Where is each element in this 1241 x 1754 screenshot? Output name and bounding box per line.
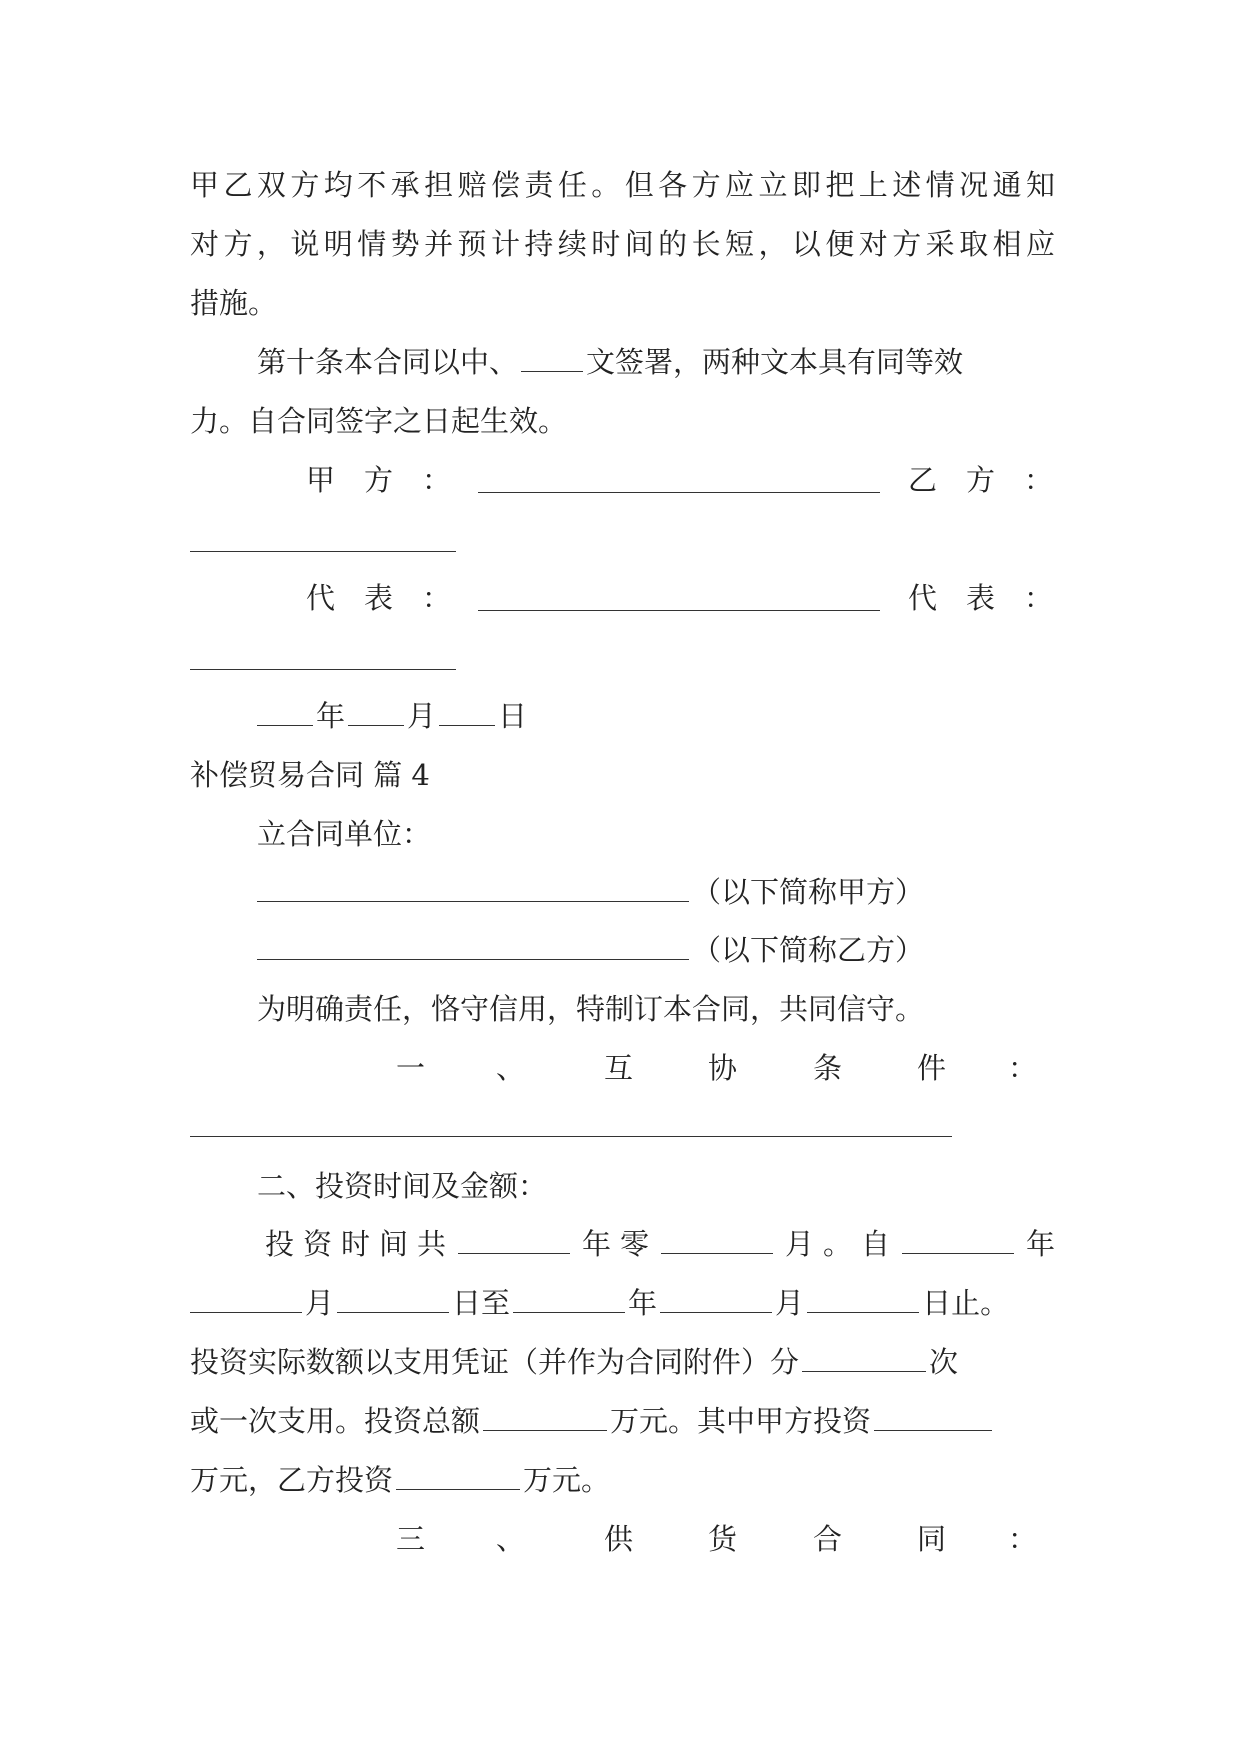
- investment-line: [190, 1283, 1055, 1323]
- heading-two: 二、投资时间及金额：: [257, 1169, 548, 1203]
- heading-char: ：: [1008, 1051, 1038, 1085]
- heading-char: 一: [396, 1051, 426, 1085]
- heading-char: 三: [396, 1522, 426, 1556]
- party-b-label: 乙 方 ：: [908, 463, 1054, 497]
- investment-text: 投资时间共: [265, 1227, 455, 1261]
- purpose-line: 为明确责任，恪守信用，特制订本合同，共同信守。: [257, 992, 925, 1026]
- month-label: 月: [407, 699, 437, 733]
- heading-char: 条: [813, 1051, 843, 1085]
- heading-three: [396, 1519, 1036, 1559]
- language-blank[interactable]: [521, 342, 583, 372]
- investment-text: 年: [628, 1286, 658, 1320]
- party-b-name-blank[interactable]: [257, 930, 689, 960]
- party-a-amount-blank[interactable]: [874, 1401, 992, 1431]
- investment-text: 年: [1016, 1227, 1055, 1261]
- heading-char: 协: [708, 1051, 738, 1085]
- party-a-label: 甲 方 ：: [306, 463, 452, 497]
- heading-char: 、: [496, 1522, 526, 1556]
- start-year-blank[interactable]: [902, 1224, 1014, 1254]
- investment-text: 或一次支用。投资总额: [190, 1404, 481, 1438]
- representative-a-label: 代 表 ：: [306, 581, 452, 615]
- investment-years-blank[interactable]: [458, 1224, 570, 1254]
- terms-blank[interactable]: [190, 1136, 952, 1137]
- paragraph-line: 措施。: [190, 286, 278, 320]
- investment-text: 万元。: [523, 1463, 611, 1497]
- month-blank[interactable]: [348, 696, 404, 726]
- party-a-line: [257, 872, 1055, 912]
- investment-text: 月: [775, 1286, 805, 1320]
- investment-text: 日至: [452, 1286, 511, 1320]
- heading-char: 互: [604, 1051, 634, 1085]
- heading-one: [396, 1048, 1036, 1088]
- year-label: 年: [316, 699, 346, 733]
- investment-text: 万元，乙方投资: [190, 1463, 394, 1497]
- end-year-blank[interactable]: [513, 1283, 625, 1313]
- representative-a-blank[interactable]: [478, 610, 880, 611]
- investment-text: 投资实际数额以支用凭证（并作为合同附件）分: [190, 1345, 800, 1379]
- party-b-signature-blank[interactable]: [190, 551, 456, 552]
- investment-text: 月: [305, 1286, 335, 1320]
- day-blank[interactable]: [439, 696, 495, 726]
- heading-char: 货: [708, 1522, 738, 1556]
- party-b-line: [257, 930, 1055, 970]
- end-month-blank[interactable]: [660, 1283, 772, 1313]
- article-ten-text: 文签署，两种文本具有同等效: [586, 345, 964, 379]
- representative-b-blank[interactable]: [190, 669, 456, 670]
- day-label: 日: [498, 699, 528, 733]
- investment-text: 次: [929, 1345, 959, 1379]
- paragraph-line: 甲乙双方均不承担赔偿责任。但各方应立即把上述情况通知: [190, 168, 1055, 202]
- installments-blank[interactable]: [802, 1342, 926, 1372]
- start-month-blank[interactable]: [190, 1283, 302, 1313]
- section-title: 补偿贸易合同 篇 4: [190, 758, 430, 792]
- end-day-blank[interactable]: [807, 1283, 919, 1313]
- representative-b-label: 代 表 ：: [908, 581, 1054, 615]
- party-b-amount-blank[interactable]: [396, 1460, 520, 1490]
- article-ten-text: 第十条本合同以中、: [257, 345, 519, 379]
- investment-line: [190, 1342, 1055, 1382]
- start-day-blank[interactable]: [337, 1283, 449, 1313]
- heading-char: 、: [496, 1051, 526, 1085]
- investment-months-blank[interactable]: [661, 1224, 773, 1254]
- heading-char: 供: [604, 1522, 634, 1556]
- investment-line: [190, 1401, 1055, 1441]
- date-line: [257, 696, 1055, 736]
- contract-parties-label: 立合同单位：: [257, 817, 432, 851]
- party-a-signature-blank[interactable]: [478, 492, 880, 493]
- total-amount-blank[interactable]: [483, 1401, 607, 1431]
- party-a-note: （以下简称甲方）: [692, 875, 925, 909]
- heading-char: ：: [1008, 1522, 1038, 1556]
- heading-char: 同: [917, 1522, 947, 1556]
- party-a-name-blank[interactable]: [257, 872, 689, 902]
- investment-text: 年零: [572, 1227, 658, 1261]
- heading-char: 合: [813, 1522, 843, 1556]
- investment-text: 万元。其中甲方投资: [610, 1404, 872, 1438]
- article-ten-line: 力。自合同签字之日起生效。: [190, 404, 568, 438]
- investment-line: [190, 1460, 1055, 1500]
- investment-line: [265, 1224, 1055, 1264]
- investment-text: 月。自: [775, 1227, 899, 1261]
- investment-text: 日止。: [922, 1286, 1010, 1320]
- article-ten-line: [257, 342, 1055, 382]
- party-b-note: （以下简称乙方）: [692, 933, 925, 967]
- year-blank[interactable]: [257, 696, 313, 726]
- paragraph-line: 对方，说明情势并预计持续时间的长短，以便对方采取相应: [190, 227, 1055, 261]
- heading-char: 件: [917, 1051, 947, 1085]
